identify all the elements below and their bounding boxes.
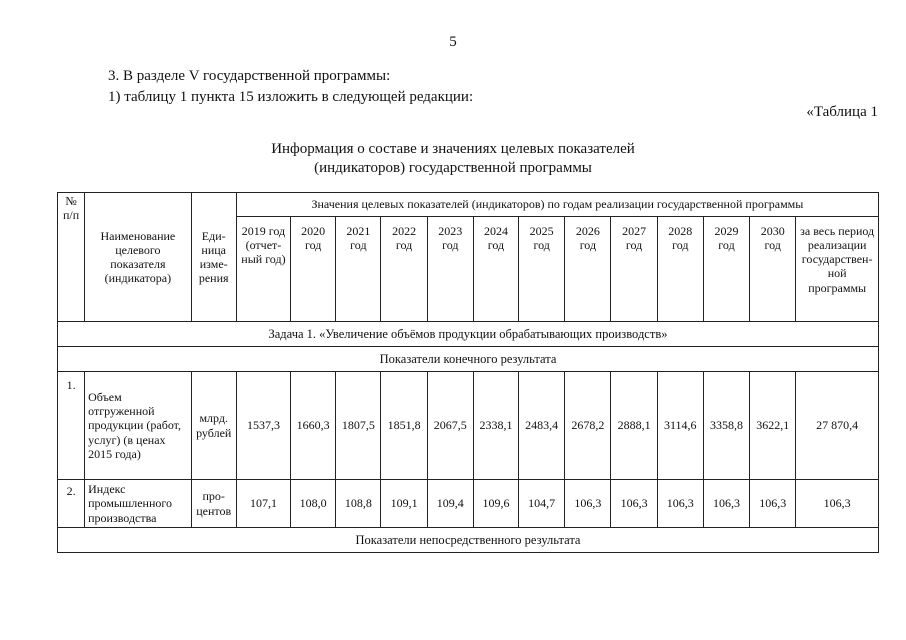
header-unit: Еди-ница изме-рения — [191, 193, 236, 322]
row-value: 107,1 — [236, 480, 290, 528]
row-value: 106,3 — [611, 480, 657, 528]
header-values-group: Значения целевых показателей (индикаторов) по годам реализации государственной программы — [236, 193, 878, 217]
header-name: Наименование целевого показателя (индикатора) — [85, 193, 191, 322]
section-final-title: Показатели конечного результата — [58, 347, 879, 372]
page-number: 5 — [449, 34, 457, 50]
section-direct-title: Показатели непосредственного результата — [58, 528, 879, 553]
table-reference: «Таблица 1 — [806, 104, 878, 120]
row-value: 109,6 — [473, 480, 518, 528]
header-year: 2022 год — [381, 217, 427, 322]
row-name: Индекс промышленного производства — [85, 480, 191, 528]
row-value: 2067,5 — [427, 372, 473, 480]
row-name: Объем отгруженной продукции (работ, услуг) (в ценах 2015 года) — [85, 372, 191, 480]
task-row — [58, 322, 879, 347]
row-value: 3622,1 — [750, 372, 796, 480]
header-row-group — [58, 193, 879, 217]
row-value: 108,0 — [291, 480, 336, 528]
row-value: 1851,8 — [381, 372, 427, 480]
header-year: 2026 год — [565, 217, 611, 322]
header-year: 2024 год — [473, 217, 518, 322]
header-num: № п/п — [58, 193, 85, 322]
header-year: 2028 год — [657, 217, 703, 322]
row-value: 109,4 — [427, 480, 473, 528]
row-value: 106,3 — [703, 480, 749, 528]
row-value: 108,8 — [336, 480, 381, 528]
row-value: 104,7 — [519, 480, 565, 528]
row-value: 109,1 — [381, 480, 427, 528]
paragraph-table-edit: 1) таблицу 1 пункта 15 изложить в следующей редакции: — [108, 89, 474, 105]
header-year: 2023 год — [427, 217, 473, 322]
row-num: 2. — [58, 480, 85, 528]
row-num: 1. — [58, 372, 85, 480]
table-row — [58, 480, 879, 528]
header-year: 2021 год — [336, 217, 381, 322]
row-unit: про-центов — [191, 480, 236, 528]
header-year: 2029 год — [703, 217, 749, 322]
header-year: 2025 год — [519, 217, 565, 322]
table-title-line-2: (индикаторов) государственной программы — [314, 160, 592, 176]
section-row-direct — [58, 528, 879, 553]
row-value: 106,3 — [750, 480, 796, 528]
section-row-final — [58, 347, 879, 372]
row-value: 3358,8 — [703, 372, 749, 480]
row-value: 1660,3 — [291, 372, 336, 480]
header-year: 2030 год — [750, 217, 796, 322]
row-value: 1807,5 — [336, 372, 381, 480]
row-value: 2678,2 — [565, 372, 611, 480]
row-value: 2338,1 — [473, 372, 518, 480]
row-value: 3114,6 — [657, 372, 703, 480]
row-value: 2888,1 — [611, 372, 657, 480]
paragraph-section-v: 3. В разделе V государственной программы: — [108, 68, 391, 84]
table-title-line-1: Информация о составе и значениях целевых показателей — [271, 141, 635, 157]
row-value: 106,3 — [657, 480, 703, 528]
row-value: 106,3 — [565, 480, 611, 528]
task-title: Задача 1. «Увеличение объёмов продукции обрабатывающих производств» — [58, 322, 879, 347]
header-year: 2027 год — [611, 217, 657, 322]
row-unit: млрд. рублей — [191, 372, 236, 480]
row-value: 2483,4 — [519, 372, 565, 480]
row-value: 1537,3 — [236, 372, 290, 480]
row-total: 27 870,4 — [796, 372, 879, 480]
indicators-table — [57, 192, 879, 553]
table-row — [58, 372, 879, 480]
row-total: 106,3 — [796, 480, 879, 528]
header-year: 2020 год — [291, 217, 336, 322]
header-year: 2019 год (отчет-ный год) — [236, 217, 290, 322]
header-total: за весь период реализации государствен-ной программы — [796, 217, 879, 322]
